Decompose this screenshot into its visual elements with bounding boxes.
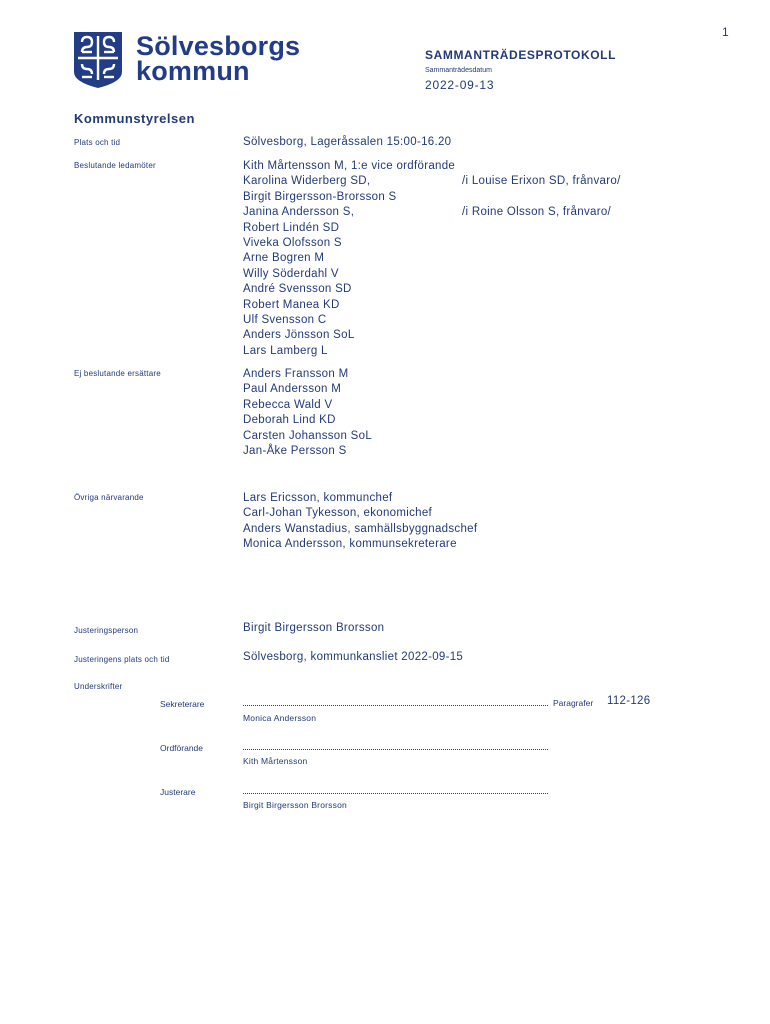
list-item: Carsten Johansson SoL [243, 429, 373, 442]
municipality-name [136, 31, 301, 86]
list-item: Lars Ericsson, kommunchef [243, 492, 393, 504]
list-item: Arne Bogren M [243, 252, 325, 265]
secretary-name: Monica Andersson [243, 713, 317, 723]
list-item: Rebecca Wald V [243, 398, 333, 411]
meeting-date: 2022-09-13 [425, 78, 495, 92]
adjuster-role: Justerare [160, 787, 196, 797]
list-item: Anders Jönsson SoL [243, 329, 355, 342]
list-item: Karolina Widerberg SD, /i Louise Erixon SD, frånvaro/ [243, 174, 663, 189]
chair-signature-line [243, 749, 548, 750]
others-present-label: Övriga närvarande [74, 493, 144, 502]
list-item: Ulf Svensson C [243, 313, 327, 326]
absence-note: /i Roine Olsson S, frånvaro/ [462, 206, 612, 219]
list-item: Lars Lamberg L [243, 344, 328, 357]
solvesborg-coat-of-arms-icon [74, 32, 122, 88]
list-item: Carl-Johan Tykesson, ekonomichef [243, 507, 433, 520]
adjuster-label: Justeringsperson [74, 626, 139, 635]
list-item: Jan-Åke Persson S [243, 444, 347, 457]
substitutes-list [243, 367, 372, 459]
decision-members-list [243, 159, 663, 359]
list-item: Viveka Olofsson S [243, 236, 342, 249]
list-item: André Svensson SD [243, 283, 352, 296]
place-time-value: Sölvesborg, Lageråssalen 15:00-16.20 [243, 136, 452, 148]
chair-name: Kith Mårtensson [243, 756, 308, 766]
list-item: Kith Mårtensson M, 1:e vice ordförande [243, 160, 456, 172]
page-number: 1 [722, 25, 729, 39]
secretary-role: Sekreterare [160, 699, 205, 709]
list-item: Deborah Lind KD [243, 414, 336, 427]
chair-role: Ordförande [160, 743, 203, 753]
signatures-label: Underskrifter [74, 682, 123, 691]
adjuster-signature-line [243, 793, 548, 794]
list-item: Janina Andersson S, /i Roine Olsson S, frånvaro/ [243, 205, 663, 220]
list-item: Robert Lindén SD [243, 221, 340, 234]
date-label: Sammanträdesdatum [425, 67, 492, 74]
document-type: SAMMANTRÄDESPROTOKOLL [425, 48, 617, 62]
municipality-name-line2: kommun [136, 56, 250, 86]
list-item: Birgit Birgersson-Brorsson S [243, 190, 397, 203]
paragraphs-label: Paragrafer [553, 698, 594, 708]
adjuster-value: Birgit Birgersson Brorsson [243, 622, 385, 634]
list-item: Anders Wanstadius, samhällsbyggnadschef [243, 522, 478, 535]
municipality-name-line1: Sölvesborgs [136, 31, 301, 61]
list-item: Willy Söderdahl V [243, 267, 339, 280]
decision-members-label: Beslutande ledamöter [74, 161, 156, 170]
body-title: Kommunstyrelsen [74, 111, 195, 126]
list-item: Anders Fransson M [243, 368, 349, 380]
others-present-list [243, 491, 477, 553]
adjuster-name: Birgit Birgersson Brorsson [243, 800, 347, 810]
absence-note: /i Louise Erixon SD, frånvaro/ [462, 175, 621, 188]
adjust-place-time-label: Justeringens plats och tid [74, 655, 170, 664]
place-time-label: Plats och tid [74, 138, 121, 147]
list-item: Paul Andersson M [243, 383, 342, 396]
secretary-signature-line [243, 705, 548, 706]
substitutes-label: Ej beslutande ersättare [74, 369, 161, 378]
paragraphs-value: 112-126 [607, 695, 651, 707]
list-item: Robert Manea KD [243, 298, 340, 311]
adjust-place-time-value: Sölvesborg, kommunkansliet 2022-09-15 [243, 651, 464, 663]
list-item: Monica Andersson, kommunsekreterare [243, 538, 457, 551]
